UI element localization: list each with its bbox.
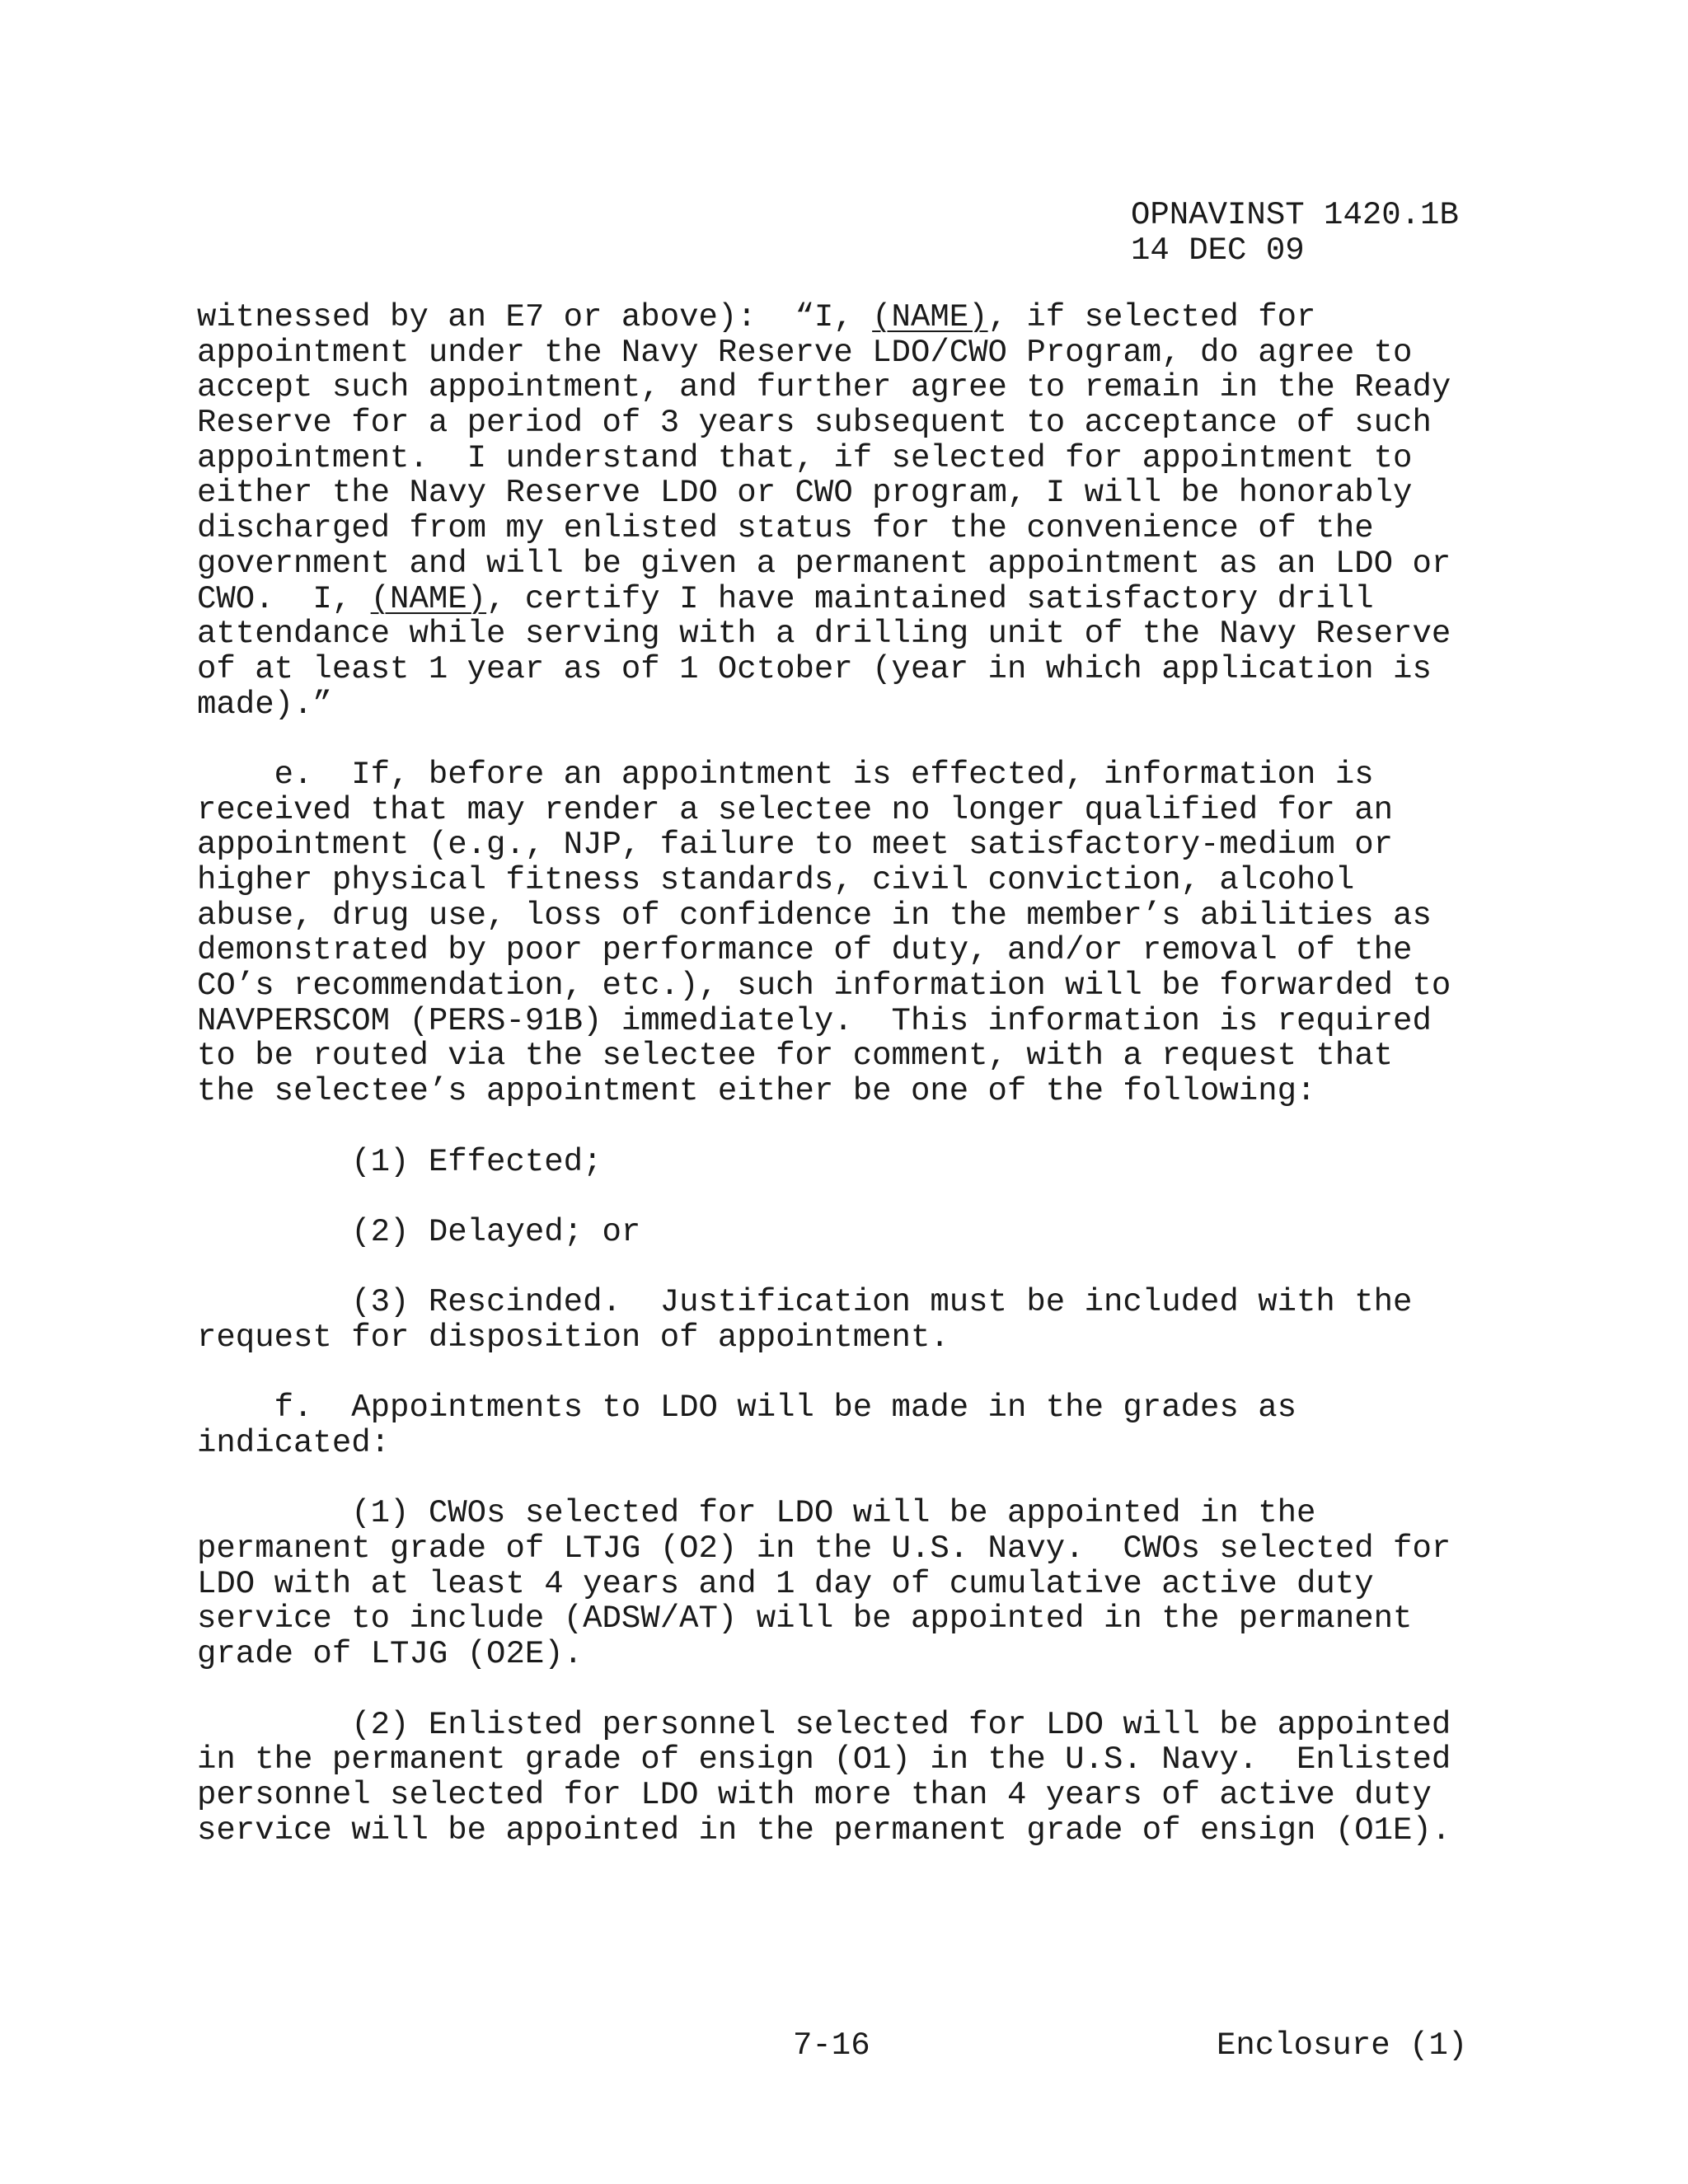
text-line: in the permanent grade of ensign (O1) in the U.S. Navy. Enlisted	[197, 1741, 1451, 1779]
text-line: service to include (ADSW/AT) will be appointed in the permanent	[197, 1601, 1413, 1638]
underlined-placeholder: (NAME)	[370, 580, 487, 617]
page-number: 7-16	[793, 2027, 870, 2064]
instruction-number: OPNAVINST 1420.1B	[1131, 197, 1459, 233]
text-line: the selectee’s appointment either be one of the following:	[197, 1073, 1316, 1110]
text-line: service will be appointed in the permanent grade of ensign (O1E).	[197, 1811, 1451, 1849]
text-segment: , if selected for	[987, 299, 1316, 335]
paragraph-spacer	[197, 1179, 1483, 1215]
text-line: demonstrated by poor performance of duty, and/or removal of the	[197, 932, 1413, 969]
paragraph-spacer	[197, 722, 1483, 757]
text-line: f. Appointments to LDO will be made in the grades as	[197, 1390, 1297, 1427]
enclosure-label: Enclosure (1)	[1217, 2027, 1468, 2064]
instruction-date: 14 DEC 09	[1131, 232, 1305, 269]
text-segment: , certify I have maintained satisfactory drill	[486, 580, 1374, 617]
text-line: request for disposition of appointment.	[197, 1319, 950, 1356]
text-line: Reserve for a period of 3 years subsequent to acceptance of such	[197, 405, 1432, 442]
text-line: (1) Effected;	[197, 1143, 603, 1180]
paragraph-spacer	[197, 1672, 1483, 1708]
text-line: (2) Delayed; or	[197, 1213, 641, 1250]
text-line: appointment under the Navy Reserve LDO/CWO Program, do agree to	[197, 334, 1413, 371]
text-line: of at least 1 year as of 1 October (year in which application is	[197, 650, 1432, 687]
text-line: (1) CWOs selected for LDO will be appointed in the	[197, 1495, 1316, 1532]
text-line: permanent grade of LTJG (O2) in the U.S. Navy. CWOs selected for	[197, 1530, 1451, 1568]
text-line: discharged from my enlisted status for the convenience of the	[197, 510, 1374, 547]
text-line: grade of LTJG (O2E).	[197, 1636, 584, 1673]
text-segment: CWO. I,	[197, 580, 371, 617]
underlined-placeholder: (NAME)	[872, 299, 988, 335]
text-line	[197, 582, 1483, 617]
text-line: abuse, drug use, loss of confidence in the member’s abilities as	[197, 897, 1432, 934]
text-line: indicated:	[197, 1425, 391, 1461]
text-line: higher physical fitness standards, civil conviction, alcohol	[197, 862, 1355, 898]
paragraph-spacer	[197, 1250, 1483, 1286]
text-line: appointment (e.g., NJP, failure to meet satisfactory-medium or	[197, 827, 1394, 864]
text-line: to be routed via the selectee for comment, with a request that	[197, 1038, 1394, 1075]
text-line: government and will be given a permanent appointment as an LDO or	[197, 545, 1451, 582]
text-line: attendance while serving with a drilling unit of the Navy Reserve	[197, 616, 1451, 653]
paragraph-spacer	[197, 1461, 1483, 1497]
text-line	[197, 300, 1483, 335]
text-line: personnel selected for LDO with more than 4 years of active duty	[197, 1776, 1432, 1813]
text-line: (3) Rescinded. Justification must be included with the	[197, 1284, 1413, 1321]
text-segment: witnessed by an E7 or above): “I,	[197, 299, 873, 335]
document-header	[1131, 198, 1459, 269]
text-line: accept such appointment, and further agree to remain in the Ready	[197, 369, 1451, 406]
text-line: received that may render a selectee no longer qualified for an	[197, 791, 1394, 828]
text-line: appointment. I understand that, if selected for appointment to	[197, 439, 1413, 476]
text-line: (2) Enlisted personnel selected for LDO will be appointed	[197, 1706, 1451, 1743]
text-line: NAVPERSCOM (PERS-91B) immediately. This information is required	[197, 1002, 1432, 1039]
text-line: either the Navy Reserve LDO or CWO program, I will be honorably	[197, 475, 1413, 512]
text-line: CO’s recommendation, etc.), such information will be forwarded to	[197, 968, 1451, 1005]
text-line: e. If, before an appointment is effected, information is	[197, 756, 1374, 793]
paragraph-spacer	[197, 1356, 1483, 1391]
text-line: made).”	[197, 686, 332, 723]
body-text	[197, 300, 1483, 1848]
paragraph-spacer	[197, 1109, 1483, 1145]
text-line: LDO with at least 4 years and 1 day of cumulative active duty	[197, 1565, 1374, 1602]
